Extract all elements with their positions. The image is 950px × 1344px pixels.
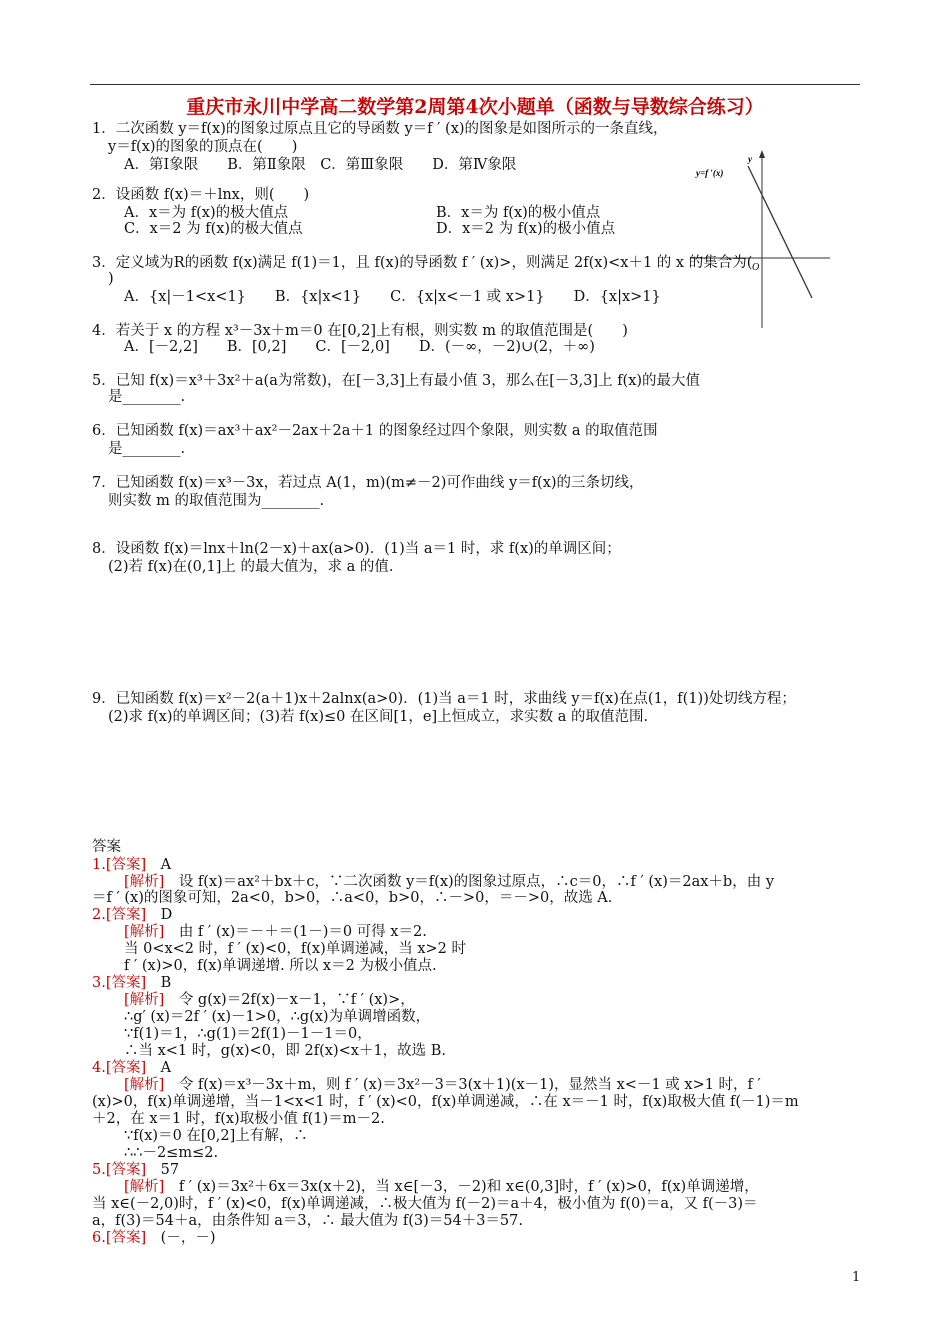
q4-options: A．[－2,2] B．[0,2] C．[－2,0] D．(－∞，－2)∪(2，＋∞) [124,339,595,355]
analysis-3-l3: ∵f(1)＝1，∴g(1)＝2f(1)－1－1＝0， [124,1026,372,1042]
answer-2-row [92,906,172,924]
analysis-3-tag: [解析] [124,992,165,1008]
analysis-3-l1-row [124,991,415,1009]
analysis-5-l2: 当 x∈(－2,0)时，f ′ (x)<0，f(x)单调递减，∴极大值为 f(－2)＝a＋4，极小值为 f(0)＝a，又 f(－3)＝ [92,1196,758,1212]
analysis-3-l2: ∴g′ (x)＝2f ′ (x)－1>0，∴g(x)为单调增函数， [124,1009,431,1025]
q4-line1: 4．若关于 x 的方程 x³－3x＋m＝0 在[0,2]上有根，则实数 m 的取值范围是( ) [92,323,628,339]
page-number: 1 [852,1270,861,1285]
analysis-1-l1: 设 f(x)＝ax²＋bx＋c，∵二次函数 y＝f(x)的图象过原点，∴c＝0，∴f ′ (x)＝2ax＋b，由 y [178,874,775,890]
q1-line1: 1．二次函数 y＝f(x)的图象过原点且它的导函数 y＝f ′ (x)的图象是如图所示的一条直线， [92,121,668,137]
answer-3-row [92,974,171,992]
q6-line2: 是________. [108,441,186,457]
q3-options: A．{x|－1<x<1} B．{x|x<1} C．{x|x<－1 或 x>1} D．{x|x>1} [124,289,661,305]
answer-6-row [92,1229,215,1247]
q3-line2: ) [108,271,114,287]
q2-option-c: C．x＝2 为 f(x)的极大值点 [124,221,303,237]
answer-4-tag: 4.[答案] [92,1060,147,1076]
q2-option-b: B．x＝为 f(x)的极小值点 [436,205,601,221]
page-title: 重庆市永川中学高二数学第2周第4次小题单（函数与导数综合练习） [186,96,764,118]
analysis-4-l1: 令 f(x)＝x³－3x＋m，则 f ′ (x)＝3x²－3＝3(x＋1)(x－1)，显然当 x<－1 或 x>1 时，f ′ [178,1077,761,1093]
analysis-1-l2: ＝f ′ (x)的图象可知，2a<0，b>0，∴a<0，b>0，∴－>0，＝－>0，故选 A. [92,890,613,906]
analysis-5-l1-row [124,1178,759,1196]
answer-2-tag: 2.[答案] [92,907,147,923]
q9-line2: (2)求 f(x)的单调区间；(3)若 f(x)≤0 在区间[1，e]上恒成立，求实数 a 的取值范围. [108,709,649,725]
q3-line1: 3．定义域为R的函数 f(x)满足 f(1)＝1，且 f(x)的导函数 f ′ (x)>，则满足 2f(x)<x＋1 的 x 的集合为( [92,255,753,271]
derivative-line [748,166,812,298]
answer-6-tag: 6.[答案] [92,1230,147,1246]
answer-3-tag: 3.[答案] [92,975,147,991]
answer-4-value: A [160,1060,172,1076]
analysis-3-l1: 令 g(x)＝2f(x)－x－1，∵f ′ (x)>， [178,992,415,1008]
analysis-4-l2: (x)>0，f(x)单调递增，当－1<x<1 时，f ′ (x)<0，f(x)单调递减，∴在 x＝－1 时，f(x)取极大值 f(－1)＝m [92,1094,799,1110]
origin-label: O [752,262,760,273]
answer-5-row [92,1161,179,1179]
y-axis-label: y [748,154,752,164]
q6-line1: 6．已知函数 f(x)＝ax³＋ax²－2ax＋2a＋1 的图象经过四个象限，则实数 a 的取值范围 [92,423,658,439]
q8-line2: (2)若 f(x)在(0,1]上 的最大值为，求 a 的值. [108,559,394,575]
derivative-graph [690,148,830,328]
y-axis-arrow [759,150,765,158]
analysis-4-tag: [解析] [124,1077,165,1093]
analysis-4-l4: ∵f(x)＝0 在[0,2]上有解，∴ [124,1128,308,1144]
q7-line1: 7．已知函数 f(x)＝x³－3x，若过点 A(1，m)(m≠－2)可作曲线 y＝f(x)的三条切线， [92,475,644,491]
answer-6-value: (－，－) [160,1230,216,1246]
analysis-5-tag: [解析] [124,1179,165,1195]
analysis-2-l1-row [124,923,427,941]
q2-option-a: A．x＝为 f(x)的极大值点 [124,205,289,221]
q2-line1: 2．设函数 f(x)＝＋lnx，则( ) [92,187,310,203]
answer-5-value: 57 [160,1162,180,1178]
answer-1-value: A [160,857,172,873]
analysis-3-l4: ∴当 x<1 时，g(x)<0，即 2f(x)<x＋1，故选 B. [124,1043,447,1059]
analysis-5-l1: f ′ (x)＝3x²＋6x＝3x(x＋2)，当 x∈[－3，－2)和 x∈(0,3]时，f ′ (x)>0，f(x)单调递增， [178,1179,759,1195]
analysis-2-tag: [解析] [124,924,165,940]
analysis-5-l3: a，f(3)＝54＋a，由条件知 a＝3，∴ 最大值为 f(3)＝54＋3＝57. [92,1213,523,1229]
q8-line1: 8．设函数 f(x)＝lnx＋ln(2－x)＋ax(a>0)．(1)当 a＝1 时，求 f(x)的单调区间； [92,541,621,557]
analysis-2-l3: f ′ (x)>0，f(x)单调递增. 所以 x＝2 为极小值点. [124,958,437,974]
q1-line2: y＝f(x)的图象的顶点在( ) [108,139,298,155]
answer-2-value: D [160,907,173,923]
analysis-2-l2: 当 0<x<2 时，f ′ (x)<0，f(x)单调递减，当 x>2 时 [124,941,467,957]
answer-1-row [92,856,171,874]
answer-3-value: B [160,975,172,991]
answers-heading: 答案 [92,839,121,855]
graph-label: y=f ′(x) [696,168,724,178]
q2-option-d: D．x＝2 为 f(x)的极小值点 [436,221,616,237]
analysis-1-tag: [解析] [124,874,165,890]
q5-line2: 是________. [108,389,186,405]
q1-options: A．第Ⅰ象限 B．第Ⅱ象限 C．第Ⅲ象限 D．第Ⅳ象限 [124,157,517,173]
q9-line1: 9．已知函数 f(x)＝x²－2(a＋1)x＋2alnx(a>0)．(1)当 a＝1 时，求曲线 y＝f(x)在点(1，f(1))处切线方程； [92,691,796,707]
answer-5-tag: 5.[答案] [92,1162,147,1178]
answer-4-row [92,1059,171,1077]
analysis-4-l5: ∴∴－2≤m≤2. [124,1145,219,1161]
analysis-2-l1: 由 f ′ (x)＝－＋＝(1－)＝0 可得 x＝2. [178,924,427,940]
answer-1-tag: 1.[答案] [92,857,147,873]
header-rule [90,84,860,85]
analysis-4-l3: ＋2，在 x＝1 时，f(x)取极小值 f(1)＝m－2. [92,1111,385,1127]
q7-line2: 则实数 m 的取值范围为________. [108,493,325,509]
analysis-4-l1-row [124,1076,761,1094]
q5-line1: 5．已知 f(x)＝x³＋3x²＋a(a为常数)，在[－3,3]上有最小值 3，那么在[－3,3]上 f(x)的最大值 [92,373,701,389]
